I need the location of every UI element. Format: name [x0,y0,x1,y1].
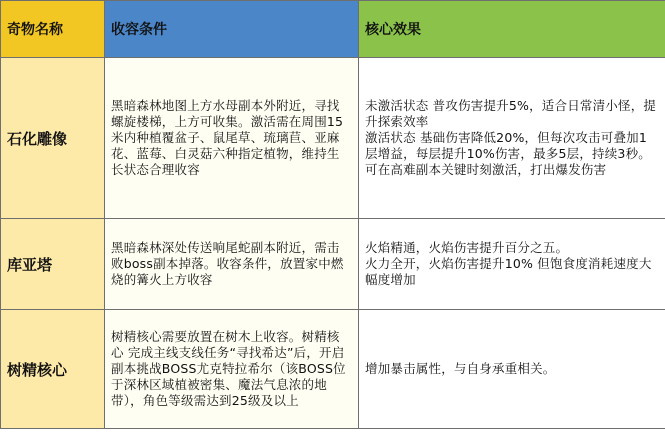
header-name-cell[interactable]: 奇物名称 [1,1,105,58]
header-effect-cell[interactable]: 核心效果 [359,1,665,58]
effect-cell[interactable] [359,58,665,219]
item-name-cell[interactable] [1,58,105,219]
effect-line: 增加暴击属性，与自身承重相关。 [365,361,556,376]
header-row [1,1,665,58]
effect-line: 未激活状态 普攻伤害提升5%，适合日常清小怪，提升探索效率 激活状态 基础伤害降低20%，但每次攻击可叠加1层增益，每层提升10%伤害，最多5层，持续3秒。可在高难副本关键时刻激活，打出爆发伤害 [365,98,657,177]
item-name-cell[interactable] [1,219,105,310]
table-row [1,219,665,310]
effect-cell[interactable] [359,219,665,310]
condition-cell[interactable]: 黑暗森林深处传送响尾蛇副本附近，需击败boss副本掉落。收容条件，放置家中燃烧的篝火上方收容 [105,219,359,310]
header-condition-cell[interactable]: 收容条件 [105,1,359,58]
table-row [1,310,665,429]
table-row [1,58,665,219]
condition-cell[interactable]: 黑暗森林地图上方水母副本外附近，寻找螺旋楼梯，上方可收集。激活需在周围15米内种植覆盆子、鼠尾草、琉璃苣、亚麻花、蓝莓、白灵菇六种指定植物，维持生长状态合理收容 [105,58,359,219]
effect-line: 火焰精通，火焰伤害提升百分之五。 火力全开，火焰伤害提升10% 但饱食度消耗速度大幅度增加 [365,240,652,287]
effect-cell[interactable] [359,310,665,429]
item-name: 库亚塔 [7,255,53,274]
item-name-cell[interactable] [1,310,105,429]
condition-cell[interactable]: 树精核心需要放置在树木上收容。树精核心 完成主线支线任务“寻找希达”后，开启副本挑战BOSS尤克特拉希尔（该BOSS位于深林区域植被密集、魔法气息浓的地带），角色等级需达到25级及以上 [105,310,359,429]
item-name: 树精核心 [7,360,68,379]
item-name: 石化雕像 [7,129,68,148]
